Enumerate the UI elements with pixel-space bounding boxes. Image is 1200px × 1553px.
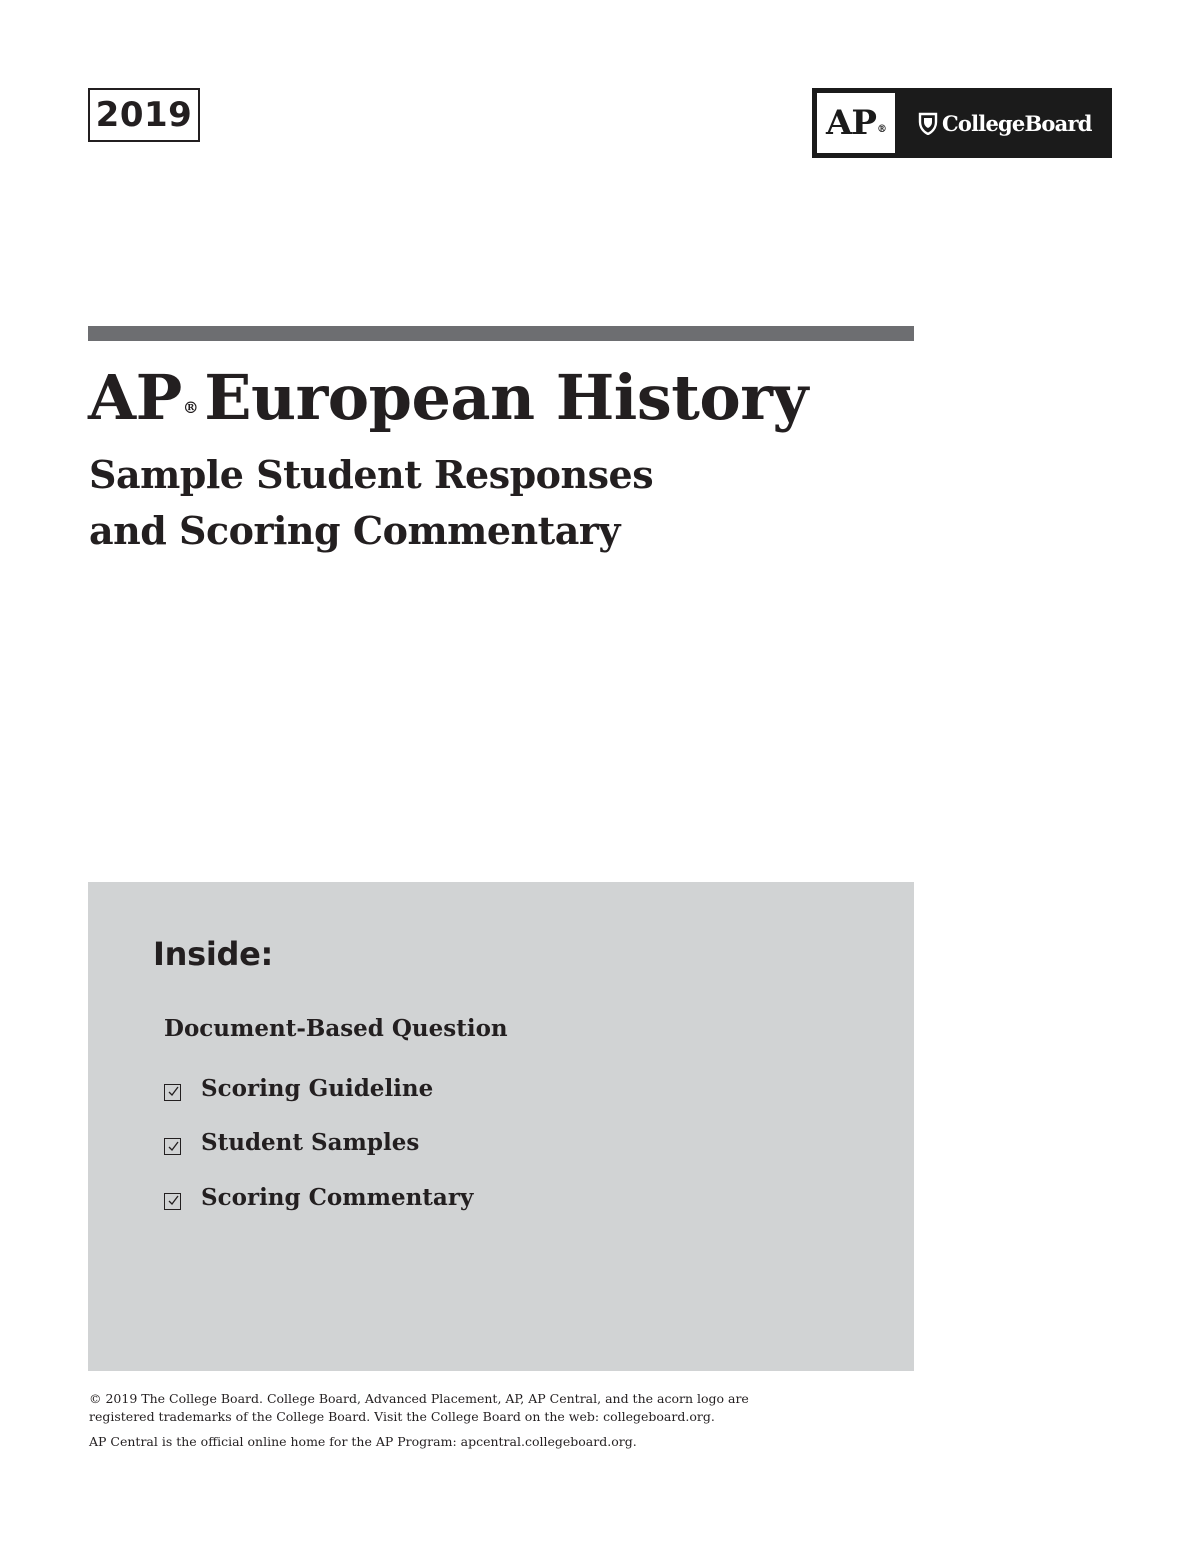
inside-heading: Inside: bbox=[153, 935, 274, 973]
subtitle-line-1: Sample Student Responses bbox=[89, 452, 654, 497]
checkbox-checked-icon bbox=[164, 1138, 181, 1155]
copyright-line-1: © 2019 The College Board. College Board, Advanced Placement, AP, AP Central, and the acorn logo are bbox=[89, 1391, 749, 1406]
year-badge: 2019 bbox=[88, 88, 200, 142]
ap-logo-text: AP bbox=[826, 103, 876, 143]
copyright-notice bbox=[89, 1390, 919, 1426]
title-rule bbox=[88, 326, 914, 341]
checklist-item-label: Scoring Commentary bbox=[201, 1183, 474, 1211]
collegeboard-text: CollegeBoard bbox=[942, 110, 1092, 136]
page-subtitle bbox=[89, 447, 653, 559]
checklist-item-scoring-commentary bbox=[164, 1179, 473, 1234]
checkbox-checked-icon bbox=[164, 1084, 181, 1101]
ap-collegeboard-logo bbox=[812, 88, 1112, 158]
title-registered-mark: ® bbox=[182, 398, 199, 417]
checkbox-checked-icon bbox=[164, 1193, 181, 1210]
contents-checklist bbox=[164, 1070, 473, 1234]
subtitle-line-2: and Scoring Commentary bbox=[89, 508, 620, 553]
ap-logo-registered: ® bbox=[876, 123, 886, 135]
section-label: Document-Based Question bbox=[164, 1015, 508, 1042]
checklist-item-scoring-guideline bbox=[164, 1070, 473, 1125]
copyright-line-2: registered trademarks of the College Board. Visit the College Board on the web: collegeboard.org. bbox=[89, 1409, 715, 1424]
page-title bbox=[88, 355, 808, 441]
checklist-item-student-samples bbox=[164, 1125, 473, 1180]
footer-legal bbox=[89, 1390, 919, 1451]
title-prefix: AP bbox=[88, 361, 182, 434]
checklist-item-label: Scoring Guideline bbox=[201, 1074, 434, 1102]
acorn-shield-icon bbox=[918, 111, 938, 135]
apcentral-notice: AP Central is the official online home for the AP Program: apcentral.collegeboard.org. bbox=[89, 1434, 637, 1449]
title-subject: European History bbox=[204, 361, 808, 434]
collegeboard-wordmark bbox=[918, 88, 1092, 158]
checklist-item-label: Student Samples bbox=[201, 1129, 420, 1157]
inside-contents-panel bbox=[88, 882, 914, 1371]
ap-logo-mark bbox=[817, 93, 895, 153]
